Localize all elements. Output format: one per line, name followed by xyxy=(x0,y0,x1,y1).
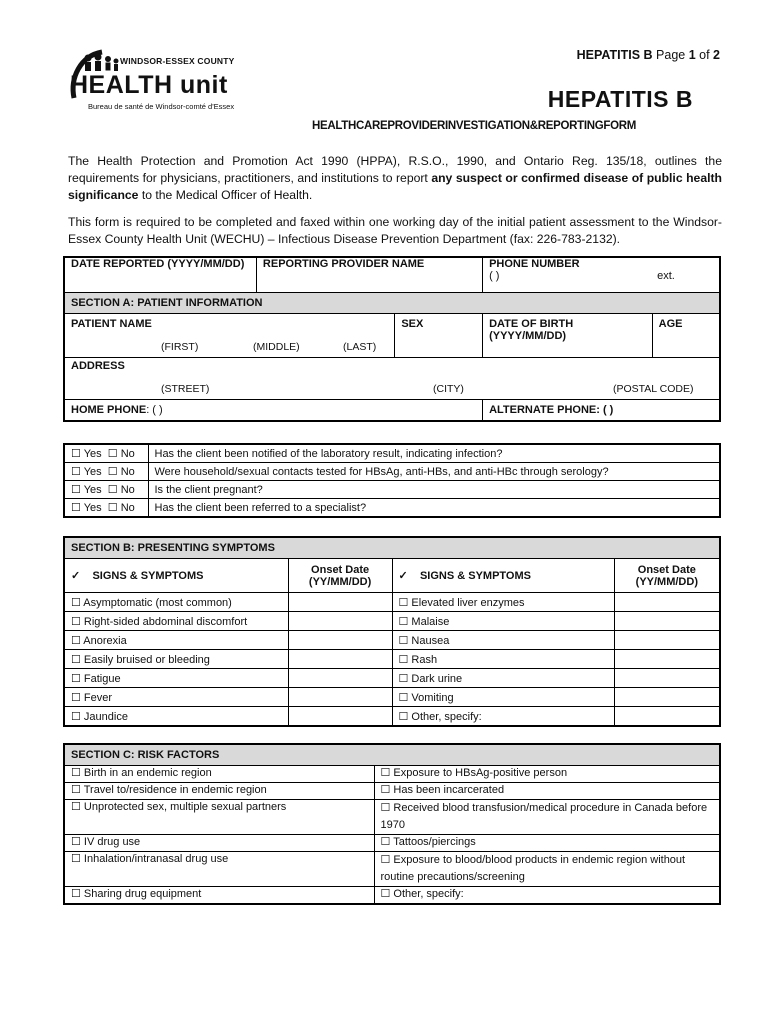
section-a-header: SECTION A: PATIENT INFORMATION xyxy=(64,292,720,313)
symptom-checkbox[interactable]: ☐ Fatigue xyxy=(64,669,288,688)
yes-no-toggle[interactable] xyxy=(64,499,148,518)
no-checkbox[interactable]: ☐ No xyxy=(107,466,135,478)
first-name-hint: (FIRST) xyxy=(161,340,199,353)
yes-no-toggle[interactable] xyxy=(64,481,148,499)
risk-factor-checkbox[interactable]: ☐ Exposure to blood/blood products in endemic region without routine precautions/screening xyxy=(374,852,720,887)
postal-code-hint: (POSTAL CODE) xyxy=(613,382,694,395)
section-c-header: SECTION C: RISK FACTORS xyxy=(64,744,720,766)
yes-no-toggle[interactable] xyxy=(64,463,148,481)
onset-date-input[interactable] xyxy=(288,650,392,669)
logo-health-unit: HEALTH unit xyxy=(70,71,228,99)
yes-checkbox[interactable]: ☐ Yes xyxy=(71,466,102,478)
page-total: 2 xyxy=(713,48,720,62)
onset-date-label: Onset Date xyxy=(637,563,696,576)
symptom-checkbox[interactable]: ☐ Fever xyxy=(64,688,288,707)
onset-date-input[interactable] xyxy=(288,707,392,727)
yes-no-table xyxy=(63,443,721,518)
date-reported-label: DATE REPORTED (YYYY/MM/DD) xyxy=(71,258,245,270)
intro-paragraph-1 xyxy=(68,153,722,204)
health-unit-logo xyxy=(68,46,258,116)
checkmark-icon: ✓ xyxy=(71,570,81,582)
symptom-checkbox[interactable]: ☐ Malaise xyxy=(392,612,614,631)
question-text: Has the client been notified of the laboratory result, indicating infection? xyxy=(148,444,720,463)
signs-symptoms-header-right xyxy=(392,559,614,593)
risk-factor-checkbox[interactable]: ☐ IV drug use xyxy=(64,835,374,852)
onset-date-input[interactable] xyxy=(614,631,720,650)
risk-factors-table xyxy=(63,743,721,905)
onset-date-header-left xyxy=(288,559,392,593)
logo-org-line: WINDSOR-ESSEX COUNTY xyxy=(120,56,235,66)
alternate-phone-label: ALTERNATE PHONE: ( ) xyxy=(489,403,614,416)
age-field[interactable] xyxy=(652,313,720,357)
page-word: Page xyxy=(652,48,689,62)
reporting-provider-label: REPORTING PROVIDER NAME xyxy=(262,258,425,270)
patient-name-field[interactable] xyxy=(64,313,395,357)
onset-date-header-right xyxy=(614,559,720,593)
phone-number-label: PHONE NUMBER xyxy=(489,258,580,270)
checkmark-icon: ✓ xyxy=(398,570,408,582)
onset-date-input[interactable] xyxy=(288,593,392,612)
onset-date-input[interactable] xyxy=(614,612,720,631)
onset-date-input[interactable] xyxy=(288,612,392,631)
onset-date-input[interactable] xyxy=(614,707,720,727)
symptom-checkbox[interactable]: ☐ Right-sided abdominal discomfort xyxy=(64,612,288,631)
page-of: of xyxy=(695,48,714,62)
onset-date-input[interactable] xyxy=(288,688,392,707)
home-phone-label: HOME PHONE xyxy=(71,403,147,416)
onset-date-input[interactable] xyxy=(614,650,720,669)
age-label: AGE xyxy=(658,317,683,330)
symptom-checkbox[interactable]: ☐ Nausea xyxy=(392,631,614,650)
risk-factor-checkbox[interactable]: ☐ Received blood transfusion/medical procedure in Canada before 1970 xyxy=(374,800,720,835)
risk-factor-checkbox[interactable]: ☐ Birth in an endemic region xyxy=(64,766,374,783)
symptoms-table xyxy=(63,536,721,727)
intro-paragraph-2: This form is required to be completed and faxed within one working day of the initial patient assessment to the Windsor-Essex County Health Unit (WECHU) – Infectious Disease Prevention Department (fax: 226-783-2132). xyxy=(68,215,722,246)
no-checkbox[interactable]: ☐ No xyxy=(107,484,135,496)
phone-parens: ( ) xyxy=(489,270,500,282)
patient-info-table xyxy=(63,256,721,422)
middle-name-hint: (MIDDLE) xyxy=(253,340,300,353)
address-field[interactable] xyxy=(64,357,720,399)
risk-factor-checkbox[interactable]: ☐ Inhalation/intranasal drug use xyxy=(64,852,374,887)
intro-p1-bold: any suspect or confirmed disease of public health significance xyxy=(68,171,722,202)
risk-factor-checkbox[interactable]: ☐ Exposure to HBsAg-positive person xyxy=(374,766,720,783)
no-checkbox[interactable]: ☐ No xyxy=(107,502,135,514)
signs-symptoms-header-left xyxy=(64,559,288,593)
yes-checkbox[interactable]: ☐ Yes xyxy=(71,484,102,496)
page-number xyxy=(577,48,720,62)
yes-checkbox[interactable]: ☐ Yes xyxy=(71,502,102,514)
no-checkbox[interactable]: ☐ No xyxy=(107,448,135,460)
risk-factor-checkbox[interactable]: ☐ Unprotected sex, multiple sexual partners xyxy=(64,800,374,835)
sex-label: SEX xyxy=(401,317,424,330)
date-reported-field[interactable] xyxy=(64,257,256,292)
onset-date-input[interactable] xyxy=(288,631,392,650)
address-label: ADDRESS xyxy=(71,359,125,372)
symptom-checkbox[interactable]: ☐ Other, specify: xyxy=(392,707,614,727)
onset-date-input[interactable] xyxy=(614,593,720,612)
phone-number-field[interactable] xyxy=(483,257,720,292)
date-of-birth-label: DATE OF BIRTH (YYYY/MM/DD) xyxy=(489,317,574,342)
form-subtitle: HEALTHCAREPROVIDERINVESTIGATION&REPORTINGFORM xyxy=(312,120,637,132)
page-label: HEPATITIS B xyxy=(576,48,653,62)
page-current: 1 xyxy=(688,48,696,62)
onset-date-input[interactable] xyxy=(614,669,720,688)
symptom-checkbox[interactable]: ☐ Jaundice xyxy=(64,707,288,727)
onset-date-input[interactable] xyxy=(288,669,392,688)
sex-field[interactable] xyxy=(395,313,483,357)
symptom-checkbox[interactable]: ☐ Elevated liver enzymes xyxy=(392,593,614,612)
symptom-checkbox[interactable]: ☐ Rash xyxy=(392,650,614,669)
symptom-checkbox[interactable]: ☐ Dark urine xyxy=(392,669,614,688)
risk-factor-checkbox[interactable]: ☐ Has been incarcerated xyxy=(374,783,720,800)
signs-symptoms-label: SIGNS & SYMPTOMS xyxy=(92,570,204,582)
street-hint: (STREET) xyxy=(161,382,210,395)
home-phone-parens: : ( ) xyxy=(146,403,163,416)
yes-checkbox[interactable]: ☐ Yes xyxy=(71,448,102,460)
onset-date-format: (YY/MM/DD) xyxy=(635,575,698,588)
question-text: Has the client been referred to a specialist? xyxy=(148,499,720,518)
date-of-birth-field[interactable] xyxy=(483,313,653,357)
risk-factor-checkbox[interactable]: ☐ Other, specify: xyxy=(374,887,720,904)
symptom-checkbox[interactable]: ☐ Anorexia xyxy=(64,631,288,650)
phone-ext-label: ext. xyxy=(657,270,675,282)
onset-date-format: (YY/MM/DD) xyxy=(308,575,372,588)
symptom-checkbox[interactable]: ☐ Easily bruised or bleeding xyxy=(64,650,288,669)
risk-factor-checkbox[interactable]: ☐ Sharing drug equipment xyxy=(64,887,374,904)
home-phone-field[interactable] xyxy=(64,399,483,421)
symptom-checkbox[interactable]: ☐ Asymptomatic (most common) xyxy=(64,593,288,612)
onset-date-label: Onset Date xyxy=(311,563,370,576)
risk-factor-checkbox[interactable]: ☐ Travel to/residence in endemic region xyxy=(64,783,374,800)
risk-factor-checkbox[interactable]: ☐ Tattoos/piercings xyxy=(374,835,720,852)
city-hint: (CITY) xyxy=(433,382,464,395)
onset-date-input[interactable] xyxy=(614,688,720,707)
last-name-hint: (LAST) xyxy=(343,340,377,353)
question-text: Is the client pregnant? xyxy=(148,481,720,499)
symptom-checkbox[interactable]: ☐ Vomiting xyxy=(392,688,614,707)
reporting-provider-field[interactable] xyxy=(256,257,482,292)
question-text: Were household/sexual contacts tested for HBsAg, anti-HBs, and anti-HBc through serology? xyxy=(148,463,720,481)
form-title: HEPATITIS B xyxy=(547,86,693,112)
intro-p1-end: to the Medical Officer of Health. xyxy=(138,188,313,202)
section-b-header: SECTION B: PRESENTING SYMPTOMS xyxy=(64,537,720,559)
intro-p1-text: The Health Protection and Promotion Act 1990 (HPPA), R.S.O., 1990, and Ontario Reg. 135/18, outlines the requirements for physicians, practitioners, and institutions to report xyxy=(68,154,722,185)
signs-symptoms-label: SIGNS & SYMPTOMS xyxy=(419,570,531,582)
yes-no-toggle[interactable] xyxy=(64,444,148,463)
logo-french-line: Bureau de santé de Windsor-comté d'Essex xyxy=(88,102,235,111)
patient-name-label: PATIENT NAME xyxy=(71,317,152,330)
alternate-phone-field[interactable] xyxy=(483,399,720,421)
